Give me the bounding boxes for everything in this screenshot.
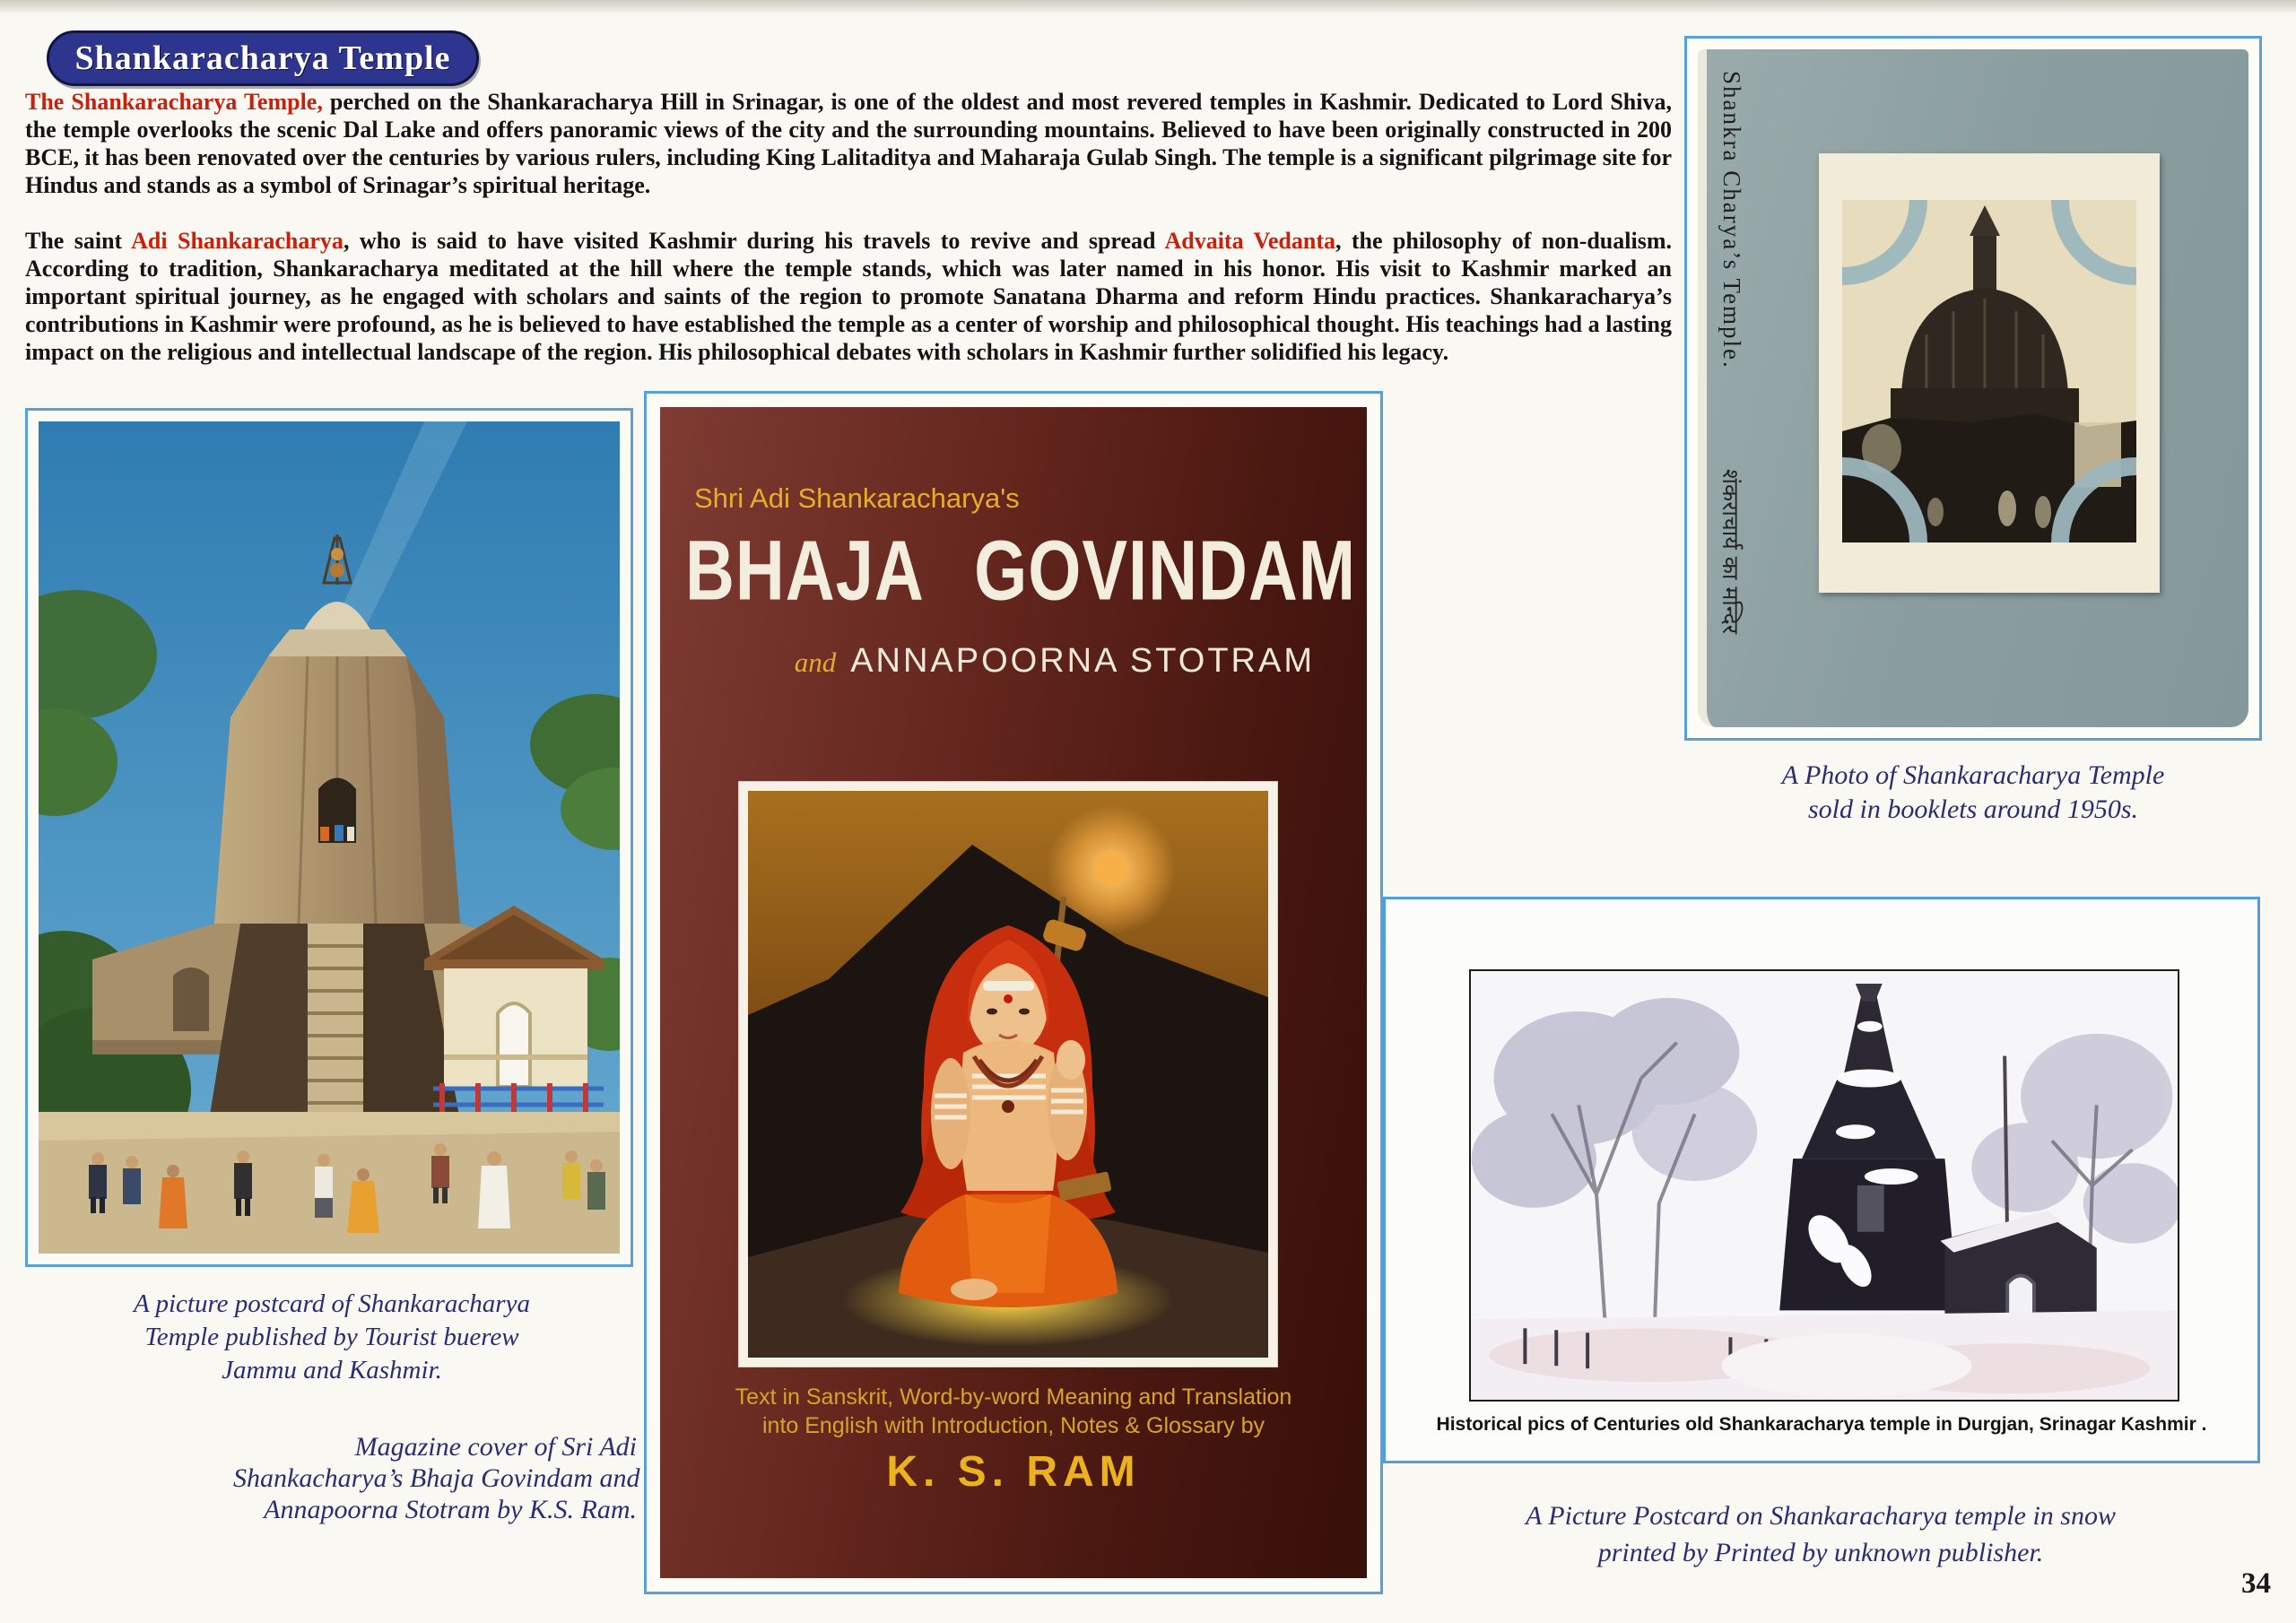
temple-snow-photo [1469, 969, 2179, 1402]
cover-subtitle-main: ANNAPOORNA STOTRAM [850, 642, 1315, 680]
caption-line: sold in booklets around 1950s. [1807, 794, 2139, 824]
cover-author-line: Shri Adi Shankaracharya's [694, 482, 1020, 514]
caption-line: A Picture Postcard on Shankaracharya temple in snow [1526, 1501, 2116, 1531]
cover-author-name: K. S. RAM [886, 1448, 1141, 1496]
page-number: 34 [2241, 1567, 2271, 1600]
snow-photo-inner-caption: Historical pics of Centuries old Shankaracharya temple in Durgjan, Srinagar Kashmir . [1436, 1414, 2207, 1435]
left-postcard-caption [81, 1288, 583, 1387]
snow-postcard-caption [1471, 1497, 2170, 1571]
intro-paragraph-1 [25, 88, 1672, 199]
caption-line: Temple published by Tourist buerew [144, 1323, 519, 1351]
snow-postcard [1383, 897, 2260, 1463]
intro-paragraph-2 [25, 227, 1672, 366]
booklet-photo-caption [1731, 759, 2215, 827]
caption-line: Shankacharya’s Bhaja Govindam and [233, 1463, 640, 1493]
cover-subtitle [795, 642, 1315, 681]
para2-red-adi-shankaracharya: Adi Shankaracharya [131, 228, 344, 254]
cover-description-line1: Text in Sanskrit, Word-by-word Meaning and Translation [735, 1384, 1292, 1410]
book-cover [644, 391, 1383, 1594]
book-cover-surface [660, 407, 1367, 1578]
booklet-photo-card [1684, 36, 2262, 741]
cover-title: BHAJA GOVINDAM [685, 523, 1357, 619]
temple-bw-photo [1819, 153, 2160, 593]
cover-description-line2: into English with Introduction, Notes & Glossary by [762, 1413, 1265, 1438]
scan-edge-artifact [0, 0, 2296, 13]
para2-seg1: The saint [25, 228, 132, 254]
book-cover-caption [233, 1431, 640, 1525]
booklet-side-title-english: Shankra Charya’s Temple. [1718, 71, 1745, 369]
caption-line: A Photo of Shankaracharya Temple [1781, 760, 2165, 790]
postcard-left [25, 408, 633, 1267]
caption-line: Magazine cover of Sri Adi [354, 1432, 637, 1462]
para1-lead-red: The Shankaracharya Temple, [25, 89, 323, 115]
para2-seg2: , who is said to have visited Kashmir during his travels to revive and spread [343, 228, 1165, 254]
booklet-side-title-hindi: शंकराचार्य का मन्दिर [1718, 469, 1744, 634]
section-title: Shankaracharya Temple [74, 39, 451, 77]
para2-seg3: , the philosophy of non-dualism. According to tradition, Shankaracharya meditated at the hill where the temple stands, which was later named in his honor. His visit to Kashmir marked an important spiritual journey, as he engaged with scholars and saints of the region to promote Sanatana Dharma and reform Hindu practices. Shankaracharya’s contributions in Kashmir were profound, as he is believed to have established the temple as a center of worship and philosophical thought. His teachings had a lasting impact on the religious and intellectual landscape of the region. His philosophical debates with scholars in Kashmir further solidified his legacy. [25, 228, 1672, 365]
caption-line: A picture postcard of Shankaracharya [134, 1289, 530, 1318]
shankaracharya-portrait [748, 791, 1268, 1358]
cover-subtitle-and: and [794, 647, 837, 678]
booklet-cover-surface [1698, 49, 2248, 727]
para1-body: perched on the Shankaracharya Hill in Srinagar, is one of the oldest and most revered temples in Kashmir. Dedicated to Lord Shiva, the temple overlooks the scenic Dal Lake and offers panoramic views of the city and the surrounding mountains. Believed to have been originally constructed in 200 BCE, it has been renovated over the centuries by various rulers, including King Lalitaditya and Maharaja Gulab Singh. The temple is a significant pilgrimage site for Hindus and stands as a symbol of Srinagar’s spiritual heritage. [25, 89, 1672, 198]
cover-portrait-frame [739, 782, 1277, 1367]
para2-red-advaita-vedanta: Advaita Vedanta [1164, 228, 1335, 254]
caption-line: Jammu and Kashmir. [222, 1356, 442, 1384]
caption-line: printed by Printed by unknown publisher. [1597, 1538, 2044, 1567]
caption-line: Annapoorna Stotram by K.S. Ram. [264, 1495, 637, 1524]
section-title-badge [47, 30, 479, 86]
temple-color-photo [39, 421, 620, 1254]
